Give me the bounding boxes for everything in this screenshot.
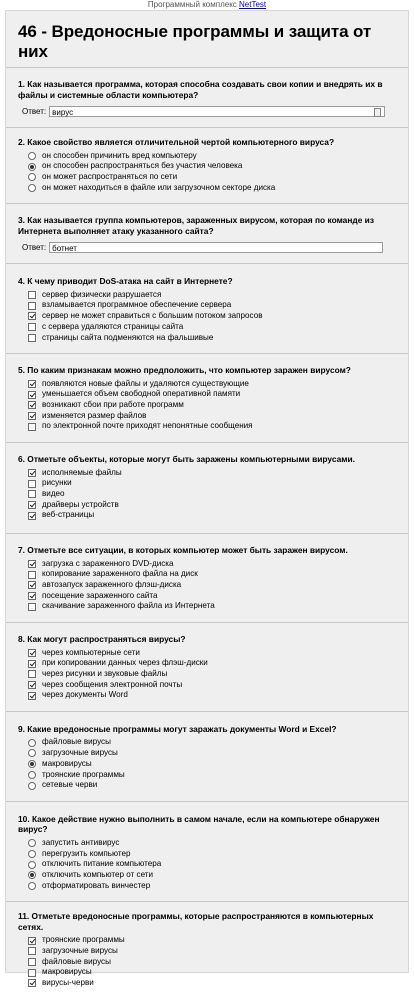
options-list [18, 290, 396, 343]
option-row[interactable] [28, 161, 396, 172]
question-7 [18, 534, 396, 622]
answer-row [22, 241, 396, 254]
radio-empty-icon[interactable] [28, 861, 36, 869]
options-list [18, 838, 396, 891]
question-11 [18, 902, 396, 992]
question-4 [18, 264, 396, 353]
option-label: загрузочные вирусы [42, 748, 118, 758]
question-text: 1. Как называется программа, которая способна создавать свои копии и внедрять их в файлы и системные области компьютера? [18, 79, 383, 100]
checkbox-empty-icon[interactable] [28, 291, 36, 299]
option-row[interactable] [28, 172, 396, 183]
option-row[interactable] [28, 759, 396, 770]
option-label: изменяется размер файлов [42, 410, 147, 420]
checkbox-empty-icon[interactable] [28, 423, 36, 431]
option-label: взламывается программное обеспечение сервера [42, 300, 232, 310]
radio-empty-icon[interactable] [28, 771, 36, 779]
option-row[interactable] [28, 468, 396, 479]
radio-empty-icon[interactable] [28, 184, 36, 192]
option-row[interactable] [28, 935, 396, 946]
option-label: сетевые черви [42, 780, 98, 790]
options-list [18, 151, 396, 194]
option-row[interactable] [28, 946, 396, 957]
checkbox-checked-icon[interactable] [28, 560, 36, 568]
option-label: посещение зараженного сайта [42, 590, 158, 600]
option-row[interactable] [28, 870, 396, 881]
option-row[interactable] [28, 379, 396, 390]
option-row[interactable] [28, 601, 396, 612]
option-row[interactable] [28, 859, 396, 870]
option-label: через документы Word [42, 690, 128, 700]
option-row[interactable] [28, 500, 396, 511]
options-list [18, 559, 396, 612]
option-row[interactable] [28, 183, 396, 194]
question-text: 5. По каким признакам можно предположить, что компьютер заражен вирусом? [18, 365, 351, 376]
options-list [18, 379, 396, 432]
option-label: файловые вирусы [42, 956, 111, 966]
radio-empty-icon[interactable] [28, 173, 36, 181]
option-label: он может распространяться по сети [42, 171, 178, 181]
question-3 [18, 204, 396, 263]
radio-empty-icon[interactable] [28, 839, 36, 847]
option-row[interactable] [28, 478, 396, 489]
question-5 [18, 354, 396, 442]
option-label: при копировании данных через флэш-диски [42, 658, 208, 668]
checkbox-empty-icon[interactable] [28, 571, 36, 579]
checkbox-checked-icon[interactable] [28, 692, 36, 700]
option-row[interactable] [28, 389, 396, 400]
question-text: 2. Какое свойство является отличительной чертой компьютерного вируса? [18, 137, 335, 147]
radio-empty-icon[interactable] [28, 882, 36, 890]
option-label: драйверы устройств [42, 499, 119, 509]
question-text: 10. Какое действие нужно выполнить в самом начале, если на компьютере обнаружен вирус? [18, 813, 380, 835]
checkbox-empty-icon[interactable] [28, 480, 36, 488]
option-row[interactable] [28, 300, 396, 311]
question-text: 11. Отметьте вредоносные программы, которые распространяются в компьютерных сетях. [18, 911, 374, 932]
page-title: 46 - Вредоносные программы и защита от них [18, 22, 372, 61]
answer-value: ботнет [52, 244, 77, 254]
option-row[interactable] [28, 411, 396, 422]
answer-label: Ответ: [22, 107, 47, 116]
checkbox-checked-icon[interactable] [28, 581, 36, 589]
checkbox-empty-icon[interactable] [28, 947, 36, 955]
option-row[interactable] [28, 648, 396, 659]
option-row[interactable] [28, 881, 396, 892]
option-row[interactable] [28, 780, 396, 791]
question-text: 4. К чему приводит DoS-атака на сайт в Интернете? [18, 276, 233, 287]
option-label: он способен причинить вред компьютеру [42, 150, 197, 160]
option-row[interactable] [28, 658, 396, 669]
options-list [18, 648, 396, 701]
option-row[interactable] [28, 957, 396, 968]
checkbox-empty-icon[interactable] [28, 302, 36, 310]
option-label: запустить антивирус [42, 837, 120, 847]
option-row[interactable] [28, 690, 396, 701]
checkbox-checked-icon[interactable] [28, 412, 36, 420]
radio-empty-icon[interactable] [28, 739, 36, 747]
option-label: отключить питание компьютера [42, 859, 162, 869]
option-label: с сервера удаляются страницы сайта [42, 321, 184, 331]
option-row[interactable] [28, 311, 396, 322]
option-row[interactable] [28, 489, 396, 500]
option-row[interactable] [28, 737, 396, 748]
option-row[interactable] [28, 669, 396, 680]
radio-empty-icon[interactable] [28, 749, 36, 757]
option-row[interactable] [28, 569, 396, 580]
option-label: через сообщения электронной почты [42, 679, 183, 689]
checkbox-checked-icon[interactable] [28, 979, 36, 987]
radio-empty-icon[interactable] [28, 152, 36, 160]
answer-row [22, 105, 396, 118]
input-handle-icon[interactable] [374, 108, 381, 117]
checkbox-empty-icon[interactable] [28, 490, 36, 498]
radio-empty-icon[interactable] [28, 850, 36, 858]
checkbox-checked-icon[interactable] [28, 380, 36, 388]
option-label: сервер физически разрушается [42, 289, 162, 299]
option-label: перегрузить компьютер [42, 848, 131, 858]
options-list [18, 737, 396, 790]
option-label: по электронной почте приходят непонятные сообщения [42, 421, 253, 431]
checkbox-checked-icon[interactable] [28, 312, 36, 320]
option-row[interactable] [28, 510, 396, 521]
option-row[interactable] [28, 333, 396, 344]
option-row[interactable] [28, 978, 396, 989]
checkbox-checked-icon[interactable] [28, 681, 36, 689]
checkbox-checked-icon[interactable] [28, 512, 36, 520]
option-label: макровирусы [42, 967, 92, 977]
checkbox-checked-icon[interactable] [28, 391, 36, 399]
question-text: 7. Отметьте все ситуации, в которых компьютер может быть заражен вирусом. [18, 545, 348, 556]
option-row[interactable] [28, 770, 396, 781]
option-row[interactable] [28, 421, 396, 432]
checkbox-checked-icon[interactable] [28, 401, 36, 409]
question-8 [18, 623, 396, 711]
answer-value: вирус [52, 108, 74, 117]
option-label: сервер не может справиться с большим потоком запросов [42, 311, 263, 321]
option-label: веб-страницы [42, 510, 95, 520]
option-row[interactable] [28, 322, 396, 333]
question-text: 6. Отметьте объекты, которые могут быть заражены компьютерными вирусами. [18, 454, 355, 465]
option-row[interactable] [28, 849, 396, 860]
option-label: троянские программы [42, 935, 125, 945]
option-label: через рисунки и звуковые файлы [42, 668, 168, 678]
checkbox-empty-icon[interactable] [28, 334, 36, 342]
question-1 [18, 68, 396, 127]
checkbox-checked-icon[interactable] [28, 937, 36, 945]
checkbox-checked-icon[interactable] [28, 649, 36, 657]
questions-list [18, 67, 396, 993]
option-label: исполняемые файлы [42, 467, 122, 477]
question-10 [18, 802, 396, 901]
test-page [5, 10, 409, 988]
option-row[interactable] [28, 748, 396, 759]
option-label: страницы сайта подменяются на фальшивые [42, 332, 214, 342]
checkbox-empty-icon[interactable] [28, 323, 36, 331]
checkbox-checked-icon[interactable] [28, 660, 36, 668]
option-label: вирусы-черви [42, 978, 94, 988]
option-row[interactable] [28, 400, 396, 411]
option-row[interactable] [28, 680, 396, 691]
top-banner [0, 0, 414, 10]
radio-selected-icon[interactable] [28, 871, 36, 879]
option-label: он может находиться в файле или загрузочном секторе диска [42, 182, 276, 192]
option-label: файловые вирусы [42, 737, 111, 747]
option-label: отключить компьютер от сети [42, 869, 154, 879]
option-label: он способен распространяться без участия человека [42, 161, 243, 171]
option-row[interactable] [28, 838, 396, 849]
option-row[interactable] [28, 151, 396, 162]
option-label: возникают сбои при работе программ [42, 400, 184, 410]
option-label: уменьшается объем свободной оперативной памяти [42, 389, 241, 399]
option-label: загрузка с зараженного DVD-диска [42, 558, 174, 568]
option-label: рисунки [42, 478, 72, 488]
option-label: отформатировать винчестер [42, 880, 151, 890]
option-row[interactable] [28, 580, 396, 591]
option-row[interactable] [28, 591, 396, 602]
options-list [18, 468, 396, 521]
option-label: макровирусы [42, 758, 92, 768]
question-9 [18, 712, 396, 801]
question-text: 3. Как называется группа компьютеров, зараженных вирусом, которая по команде из Интернета выполняет атаку указанного сайта? [18, 215, 374, 236]
radio-selected-icon[interactable] [28, 163, 36, 171]
options-list [18, 935, 396, 988]
option-label: через компьютерные сети [42, 647, 140, 657]
answer-input[interactable] [49, 242, 383, 253]
option-label: скачивание зараженного файла из Интернета [42, 601, 215, 611]
answer-label: Ответ: [22, 243, 47, 253]
checkbox-empty-icon[interactable] [28, 603, 36, 611]
question-2 [18, 128, 396, 203]
checkbox-checked-icon[interactable] [28, 501, 36, 509]
option-label: автозапуск зараженного флэш-диска [42, 579, 182, 589]
answer-input[interactable] [49, 106, 385, 117]
option-row[interactable] [28, 290, 396, 301]
option-label: видео [42, 489, 65, 498]
question-6 [18, 443, 396, 533]
option-label: троянские программы [42, 769, 125, 779]
banner-prefix: Программный комплекс [147, 0, 239, 9]
option-label: появляются новые файлы и удаляются существующие [42, 378, 249, 388]
checkbox-checked-icon[interactable] [28, 469, 36, 477]
checkbox-checked-icon[interactable] [28, 592, 36, 600]
radio-empty-icon[interactable] [28, 782, 36, 790]
question-text: 8. Как могут распространяться вирусы? [18, 634, 186, 644]
option-label: загрузочные вирусы [42, 946, 118, 955]
nettest-link[interactable]: NetTest [239, 0, 267, 9]
checkbox-empty-icon[interactable] [28, 958, 36, 966]
checkbox-empty-icon[interactable] [28, 670, 36, 678]
option-label: копирование зараженного файла на диск [42, 569, 198, 579]
radio-selected-icon[interactable] [28, 760, 36, 768]
option-row[interactable] [28, 559, 396, 570]
question-text: 9. Какие вредоносные программы могут заражать документы Word и Excel? [18, 723, 337, 734]
